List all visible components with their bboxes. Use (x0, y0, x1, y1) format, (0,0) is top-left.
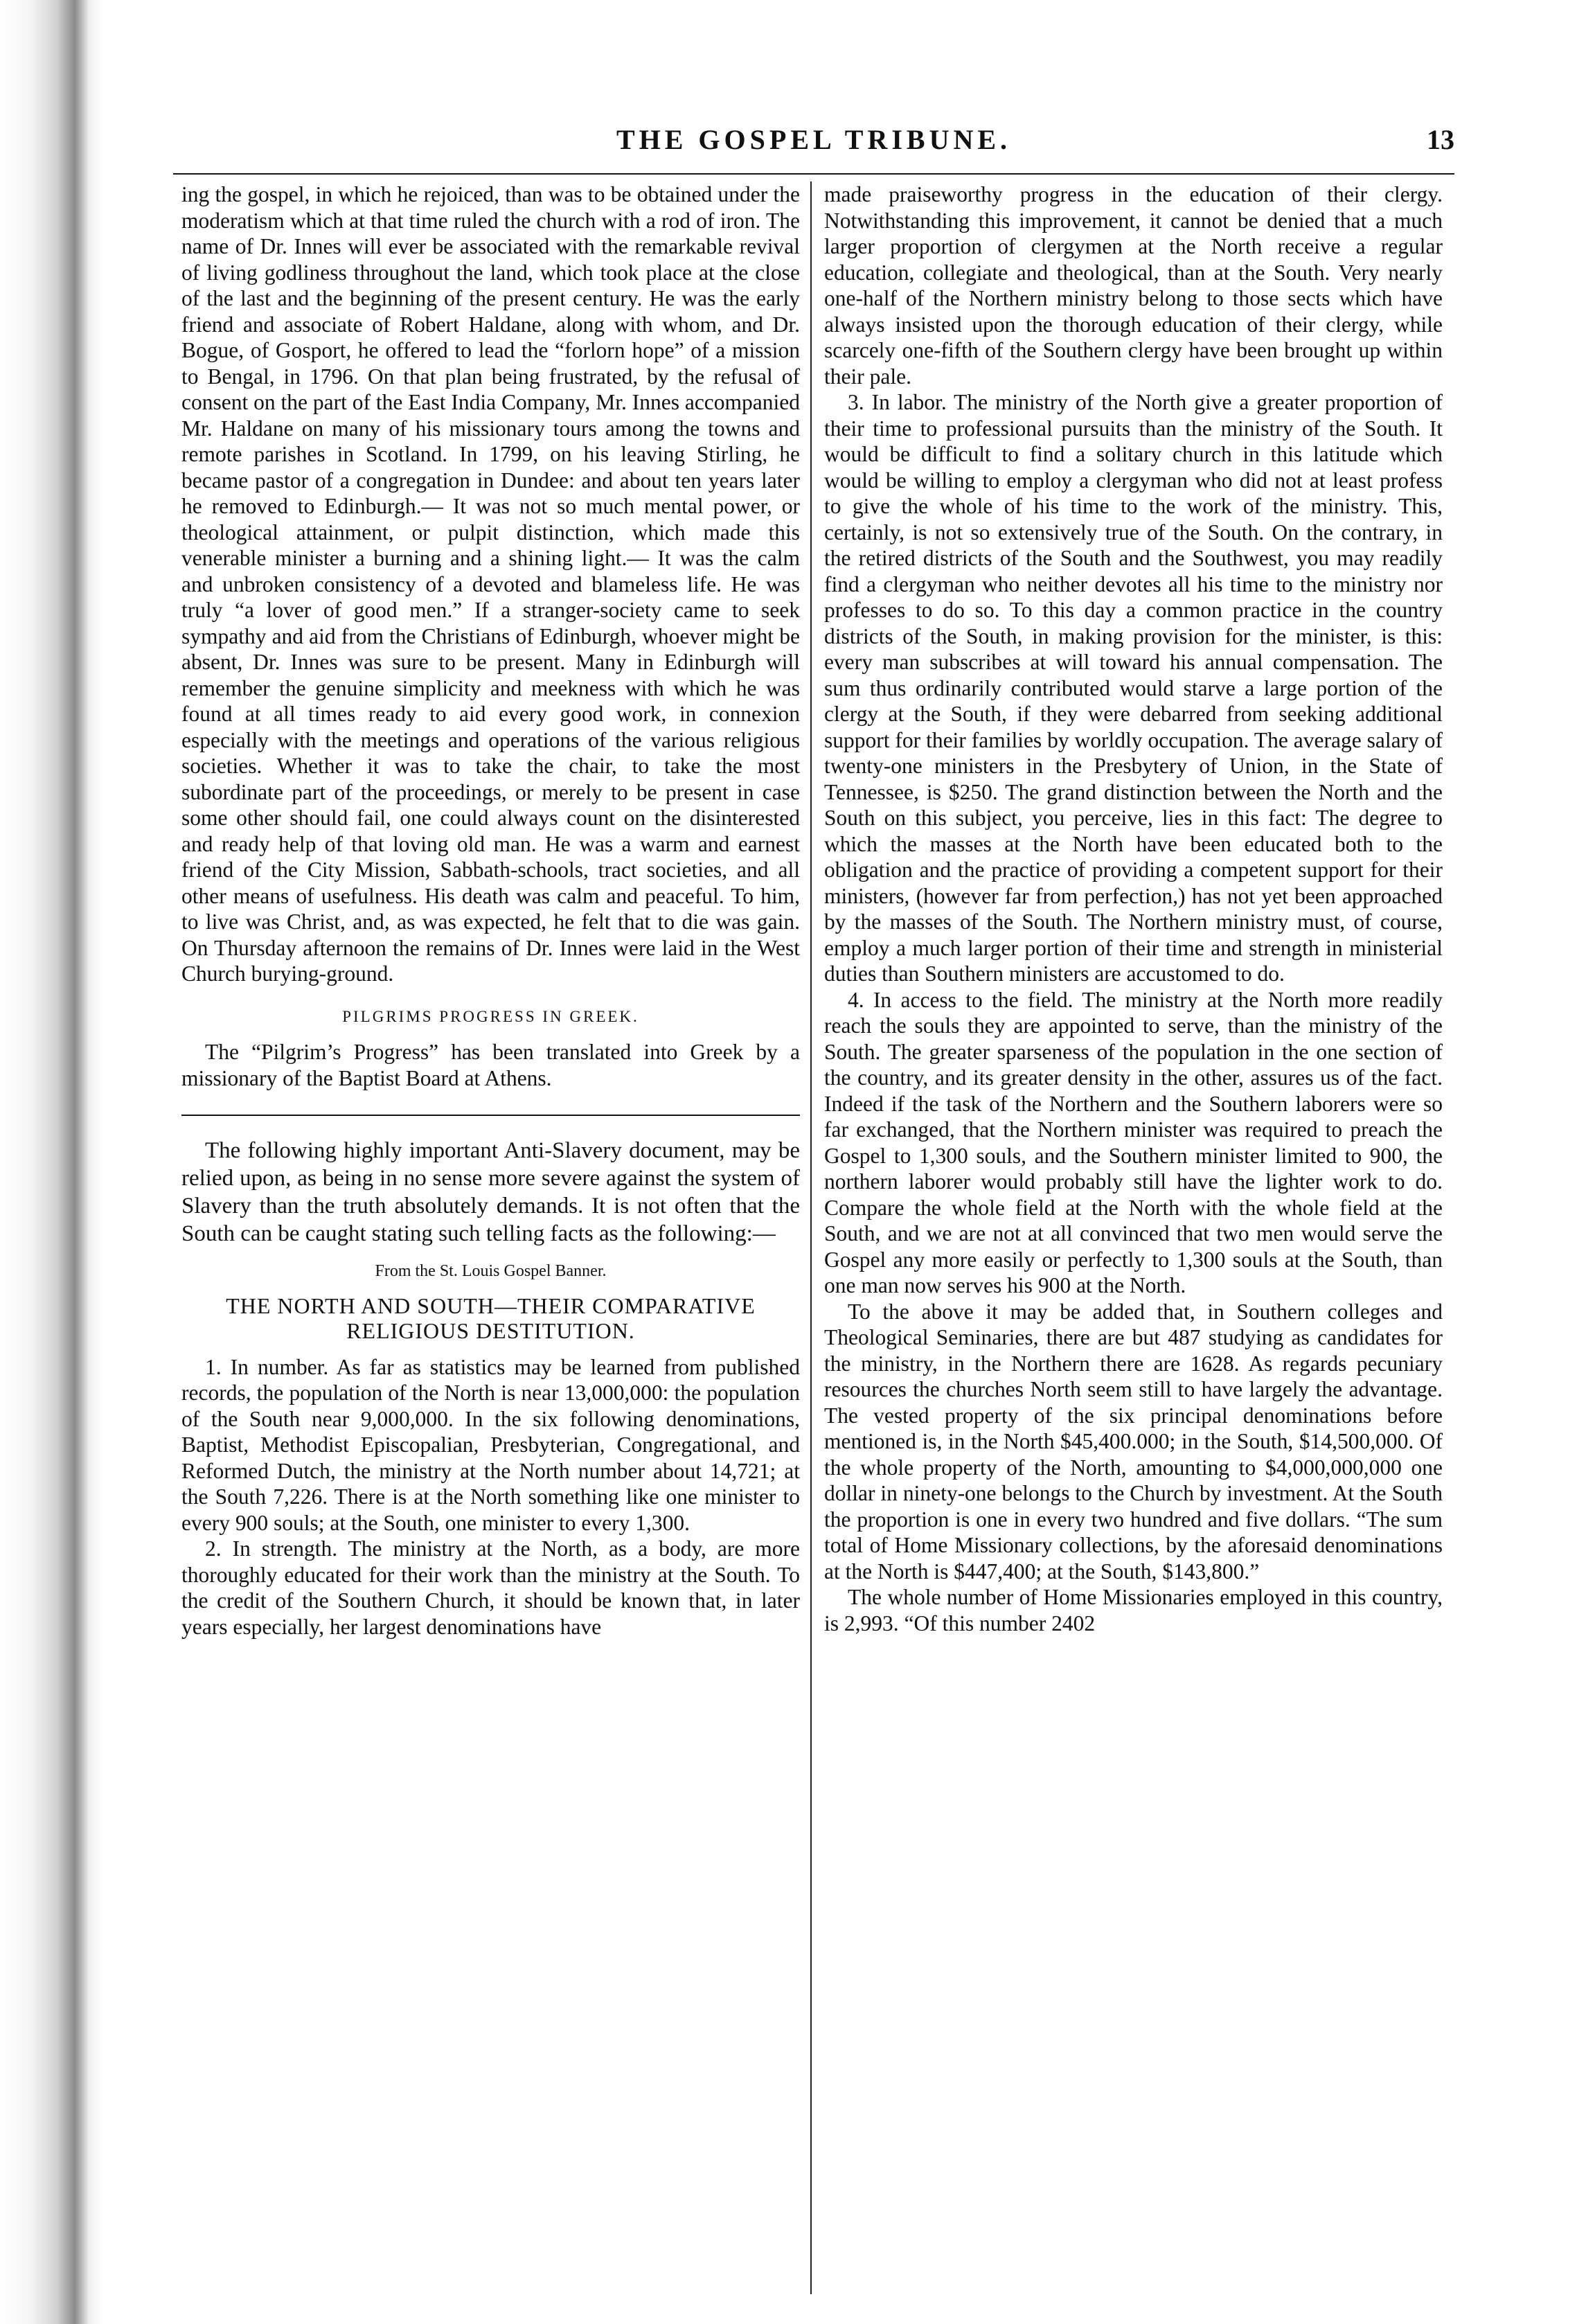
continuation-paragraph: made praiseworthy progress in the education of their clergy. Notwithstanding this improvement, it cannot be denied that a much larger proportion of clergymen at the North receive a regular education, collegiate and theological, than at the South. Very nearly one-half of the Northern ministry belong to those sects which have always insisted upon the thorough education of their clergy, while scarcely one-fifth of the Southern clergy have been brought up within their pale. (824, 182, 1443, 389)
point-2-paragraph: 2. In strength. The ministry at the North, as a body, are more thoroughly educated for their work than the ministry at the South. To the credit of the Southern Church, it should be known that, in later years especially, her largest denominations have (181, 1536, 800, 1639)
article-title: THE NORTH AND SOUTH—THEIR COMPARATIVE RELIGIOUS DESTITUTION. (226, 1293, 756, 1343)
pilgrims-paragraph: The “Pilgrim’s Progress” has been translated into Greek by a missionary of the Baptist Board at Athens. (181, 1040, 800, 1090)
right-column (824, 181, 1443, 2301)
section-divider (181, 1115, 800, 1116)
page-binding-shadow (0, 0, 104, 2324)
running-title: THE GOSPEL TRIBUNE. (616, 124, 1012, 155)
page-number: 13 (1427, 124, 1454, 155)
header-rule (173, 173, 1454, 175)
pilgrims-heading: PILGRIMS PROGRESS IN GREEK. (342, 1007, 639, 1025)
left-column (181, 181, 800, 2301)
point-4-paragraph: 4. In access to the field. The ministry at the North more readily reach the souls they are appointed to serve, than the ministry of the South. The greater sparseness of the population in the one section of the country, and its greater density in the other, assures us of the fact. Indeed if the task of the Northern and the Southern laborers were so far exchanged, that the Northern minister was required to preach the Gospel to 1,300 souls, and the Southern minister limited to 900, the northern laborer would probably still have the lighter work to do. Compare the whole field at the North with the whole field at the South, and we are not at all convinced that two men would serve the Gospel any more easily or perfectly to 1,300 souls at the South, than one man now serves his 900 at the North. (824, 987, 1443, 1297)
addendum-paragraph: To the above it may be added that, in Southern colleges and Theological Seminaries, there are but 487 studying as candidates for the ministry, in the Northern there are 1628. As regards pecuniary resources the churches North seem still to have largely the advantage. The vested property of the six principal denominations before mentioned is, in the North $45,400.000; in the South, $14,500,000. Of the whole property of the North, amounting to $4,000,000,000 one dollar in ninety-one belongs to the Church by investment. At the South the proportion is one in every two hundred and five dollars. “The sum total of Home Missionary collections, by the aforesaid denominations at the North is $447,400; at the South, $143,800.” (824, 1299, 1443, 1584)
final-paragraph: The whole number of Home Missionaries employed in this country, is 2,993. “Of this number 2402 (824, 1585, 1443, 1635)
page-header (173, 123, 1454, 172)
column-divider (810, 181, 812, 2294)
point-3-paragraph: 3. In labor. The ministry of the North give a greater proportion of their time to professional pursuits than the ministry of the South. It would be difficult to find a solitary church in this latitude which would be willing to employ a clergyman who did not at least profess to give the whole of his time to the work of the ministry. This, certainly, is not so extensively true of the South. On the contrary, in the retired districts of the South and the Southwest, you may readily find a clergyman who neither devotes all his time to the ministry nor professes to do so. To this day a common practice in the country districts of the South, in making provision for the minister, is this: every man subscribes at will toward his annual compensation. The sum thus ordinarily contributed would starve a large portion of the clergy at the South, if they were debarred from seeking additional support for their families by worldly occupation. The average salary of twenty-one ministers in the Presbytery of Union, in the State of Tennessee, is $250. The grand distinction between the North and the South on this subject, you perceive, lies in this fact: The degree to which the masses at the North have been educated both to the obligation and the practice of providing a competent support for their ministers, (however far from perfection,) has not yet been approached by the masses of the South. The Northern ministry must, of course, employ a much larger portion of their time and strength in ministerial duties than Southern ministers are accustomed to do. (824, 390, 1443, 986)
intro-paragraph: The following highly important Anti-Slavery document, may be relied upon, as being in no sense more severe against the system of Slavery than the truth absolutely demands. It is not often that the South can be caught stating such telling facts as the following:— (181, 1138, 800, 1246)
point-1-paragraph: 1. In number. As far as statistics may be learned from published records, the population of the North is near 13,000,000: the population of the South near 9,000,000. In the six following denominations, Baptist, Methodist Episcopalian, Presbyterian, Congregational, and Reformed Dutch, the ministry at the North number about 14,721; at the South 7,226. There is at the North something like one minister to every 900 souls; at the South, one minister to every 1,300. (181, 1354, 800, 1535)
source-line: From the St. Louis Gospel Banner. (375, 1262, 607, 1280)
obituary-paragraph: ing the gospel, in which he rejoiced, than was to be obtained under the moderatism which at that time ruled the church with a rod of iron. The name of Dr. Innes will ever be associated with the remarkable revival of living godliness throughout the land, which took place at the close of the last and the beginning of the present century. He was the early friend and associate of Robert Haldane, along with whom, and Dr. Bogue, of Gosport, he offered to lead the “forlorn hope” of a mission to Bengal, in 1796. On that plan being frustrated, by the refusal of consent on the part of the East India Company, Mr. Innes accompanied Mr. Haldane on many of his missionary tours among the towns and remote parishes in Scotland. In 1799, on his leaving Stirling, he became pastor of a congregation in Dundee: and about ten years later he removed to Edinburgh.— It was not so much mental power, or theological attainment, or pulpit distinction, which made this venerable minister a burning and a shining light.— It was the calm and unbroken consistency of a devoted and blameless life. He was truly “a lover of good men.” If a stranger-society came to seek sympathy and aid from the Christians of Edinburgh, whoever might be absent, Dr. Innes was sure to be present. Many in Edinburgh will remember the genuine simplicity and meekness with which he was found at all times ready to aid every good work, in connexion especially with the meetings and operations of the various religious societies. Whether it was to take the chair, to take the most subordinate part of the proceedings, or merely to be present in case some other should fail, one could always count on the disinterested and ready help of that loving old man. He was a warm and earnest friend of the City Mission, Sabbath-schools, tract societies, and all other means of usefulness. His death was calm and peaceful. To him, to live was Christ, and, as was expected, he felt that to die was gain. On Thursday afternoon the remains of Dr. Innes were laid in the West Church burying-ground. (181, 182, 800, 986)
